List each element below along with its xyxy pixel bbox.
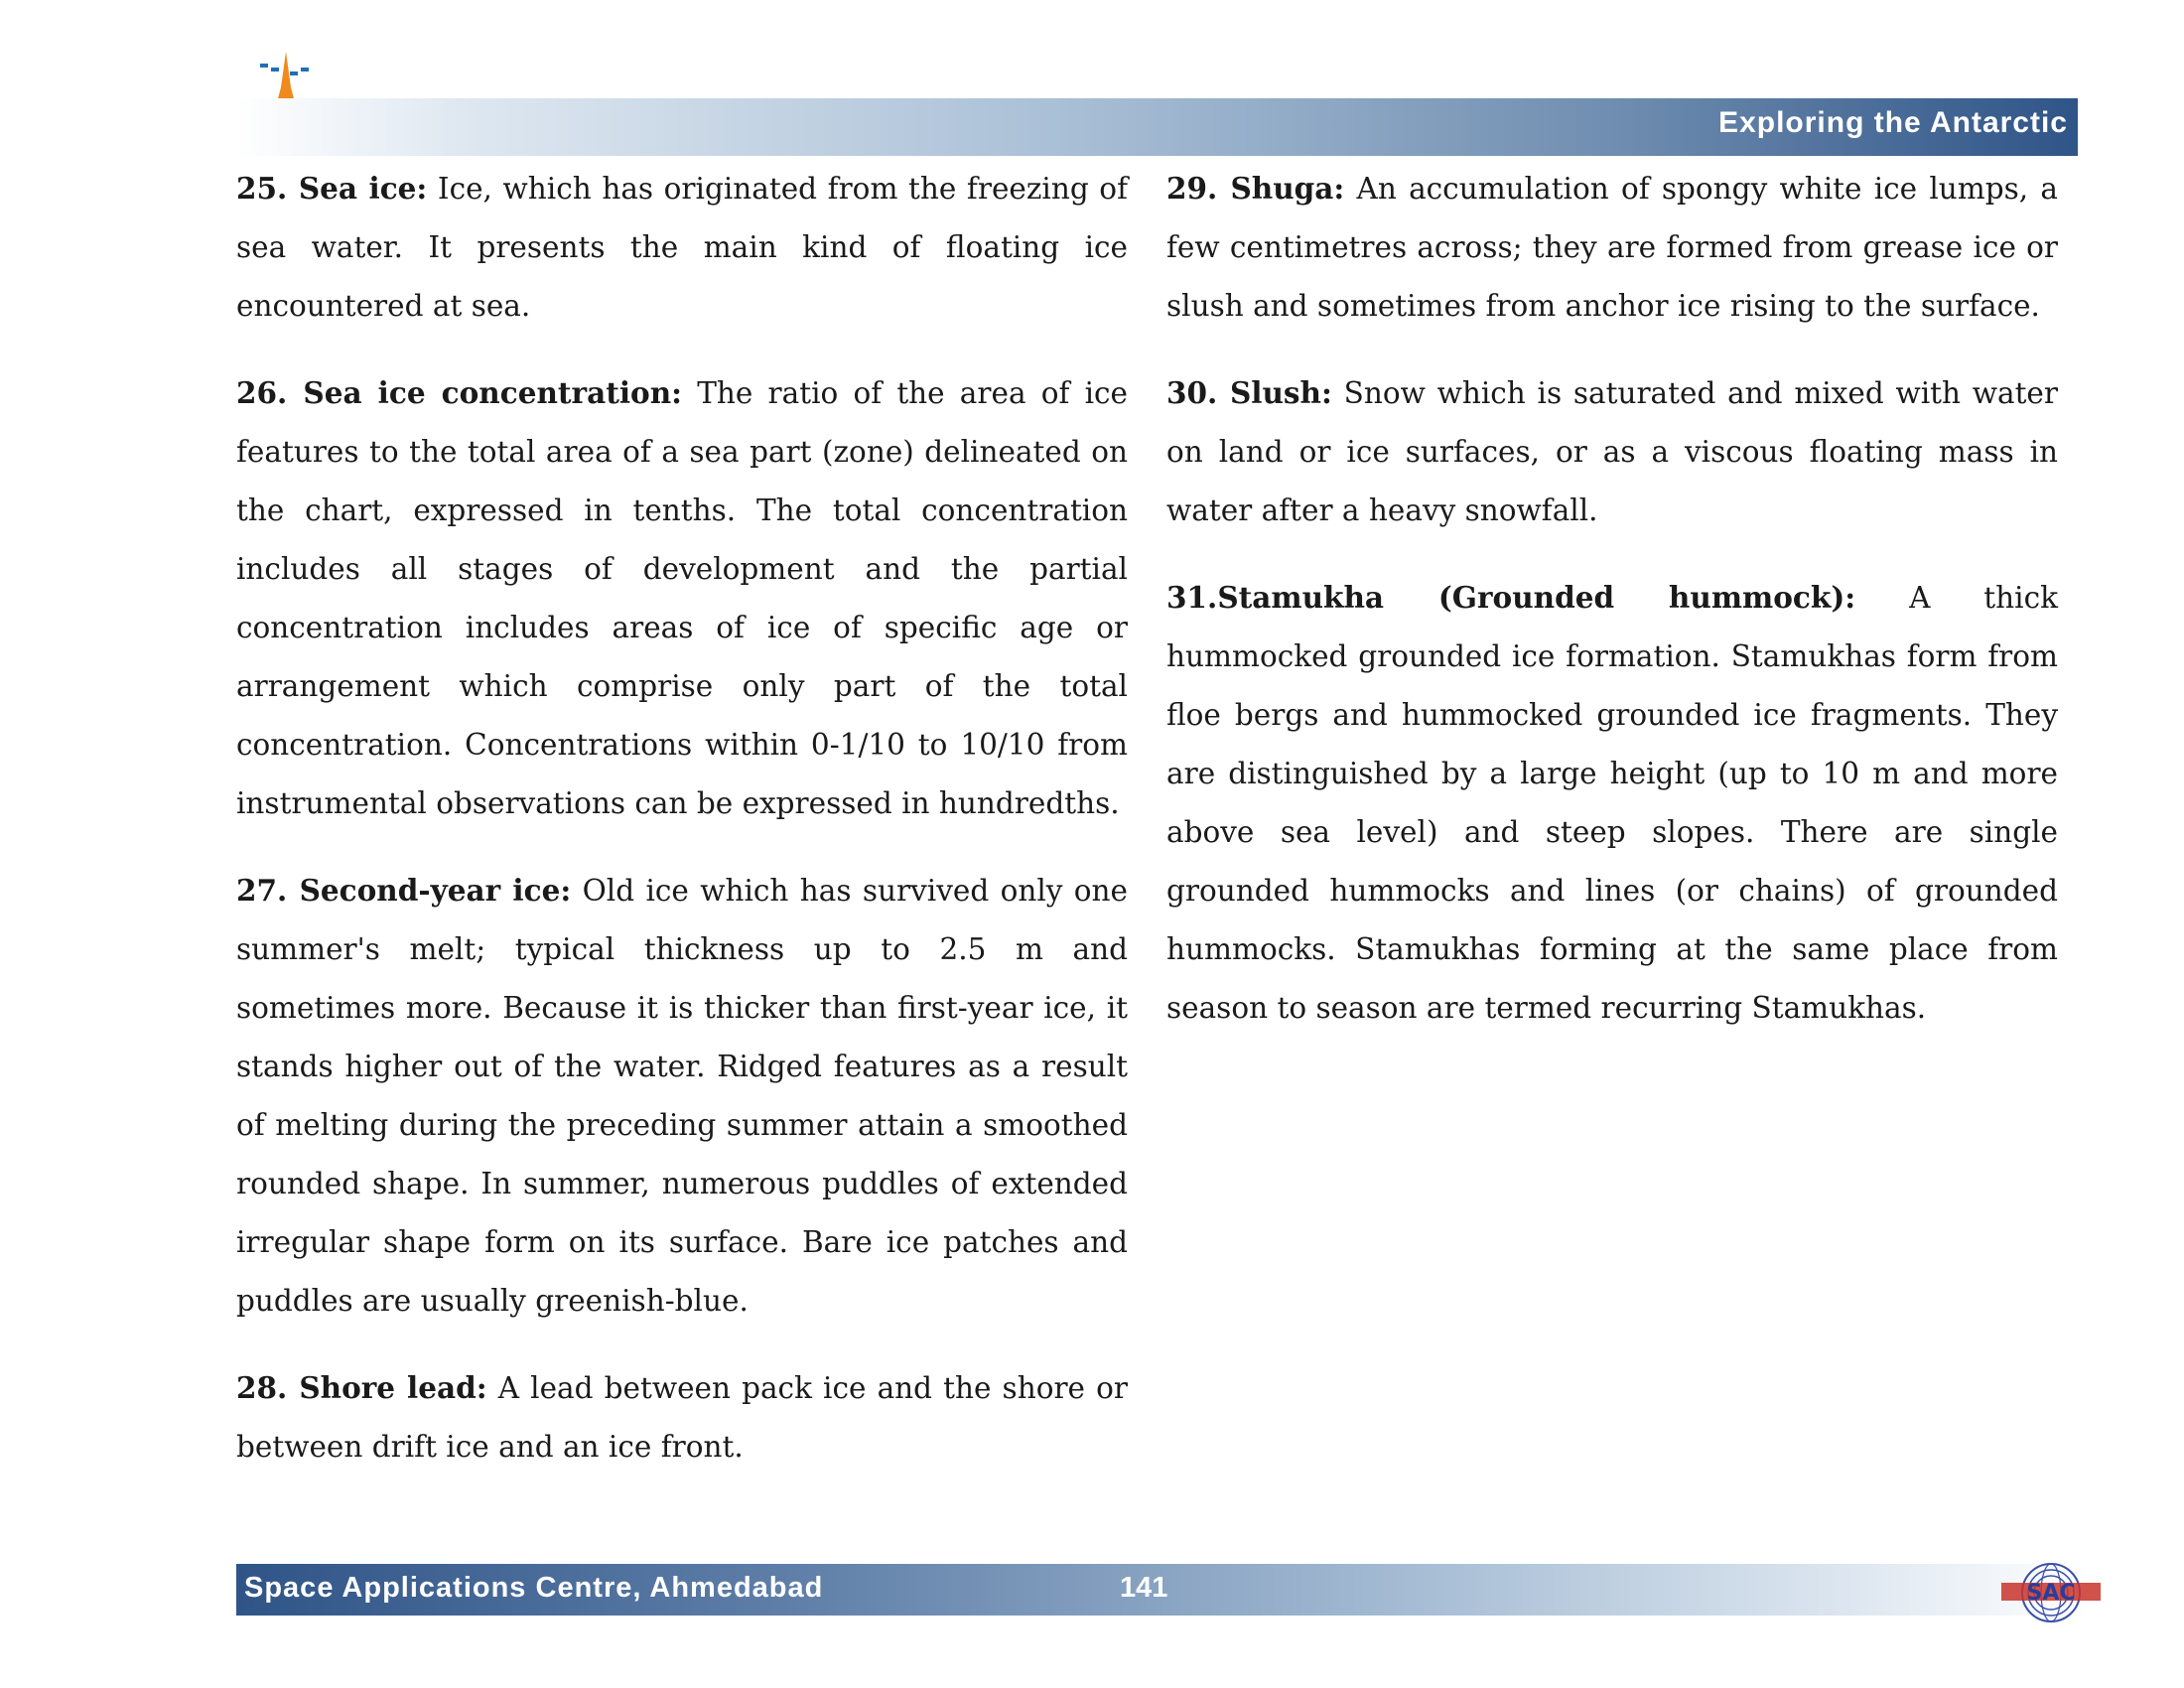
entry-term: 28. Shore lead: bbox=[236, 1370, 487, 1405]
entry-slush bbox=[1166, 363, 2058, 540]
entry-definition: A lead between pack ice and the shore or between drift ice and an ice front. bbox=[236, 1371, 1128, 1464]
left-column bbox=[236, 159, 1128, 1504]
entry-shuga bbox=[1166, 159, 2058, 336]
page-number: 141 bbox=[1120, 1572, 1168, 1604]
footer-bar bbox=[236, 1564, 2088, 1616]
entry-definition: Ice, which has originated from the freezing of sea water. It presents the main kind of floating ice encountered at sea. bbox=[236, 172, 1128, 323]
entry-sea-ice bbox=[236, 159, 1128, 336]
sac-logo bbox=[1997, 1561, 2105, 1624]
entry-sea-ice-concentration bbox=[236, 363, 1128, 833]
entry-term: 29. Shuga: bbox=[1166, 171, 1345, 206]
entry-definition: An accumulation of spongy white ice lumps, a few centimetres across; they are formed from grease ice or slush and sometimes from anchor ice rising to the surface. bbox=[1166, 172, 2058, 323]
entry-second-year-ice bbox=[236, 861, 1128, 1331]
header-bar bbox=[236, 98, 2078, 156]
entry-term: 27. Second-year ice: bbox=[236, 873, 572, 908]
entry-definition: Snow which is saturated and mixed with water on land or ice surfaces, or as a viscous floating mass in water after a heavy snowfall. bbox=[1166, 376, 2058, 527]
entry-term: 25. Sea ice: bbox=[236, 171, 428, 206]
entry-term: 26. Sea ice concentration: bbox=[236, 375, 683, 410]
entry-definition: Old ice which has survived only one summer's melt; typical thickness up to 2.5 m and sometimes more. Because it is thicker than first-year ice, it stands higher out of the water. Ridged features as a result of melting during the preceding summer attain a smoothed rounded shape. In summer, numerous puddles of extended irregular shape form on its surface. Bare ice patches and puddles are usually greenish-blue. bbox=[236, 874, 1128, 1318]
header-title: Exploring the Antarctic bbox=[1718, 106, 2068, 139]
entry-definition: The ratio of the area of ice features to the total area of a sea part (zone) delineated on the chart, expressed in tenths. The total concentration includes all stages of development and the partial concentration includes areas of ice of specific age or arrangement which comprise only part of the total concentration. Concentrations within 0-1/10 to 10/10 from instrumental observations can be expressed in hundredths. bbox=[236, 376, 1128, 820]
entry-term: 31.Stamukha (Grounded hummock): bbox=[1166, 580, 1856, 615]
sac-logo-text: SAC bbox=[2026, 1581, 2076, 1606]
entry-shore-lead bbox=[236, 1358, 1128, 1477]
footer-organization: Space Applications Centre, Ahmedabad bbox=[244, 1572, 824, 1604]
entry-term: 30. Slush: bbox=[1166, 375, 1332, 410]
entry-stamukha bbox=[1166, 568, 2058, 1038]
right-column bbox=[1166, 159, 2058, 1065]
entry-definition: A thick hummocked grounded ice formation. Stamukhas form from floe bergs and hummocked grounded ice fragments. They are distinguished by a large height (up to 10 m and more above sea level) and steep slopes. There are single grounded hummocks and lines (or chains) of grounded hummocks. Stamukhas forming at the same place from season to season are termed recurring Stamukhas. bbox=[1166, 581, 2058, 1025]
